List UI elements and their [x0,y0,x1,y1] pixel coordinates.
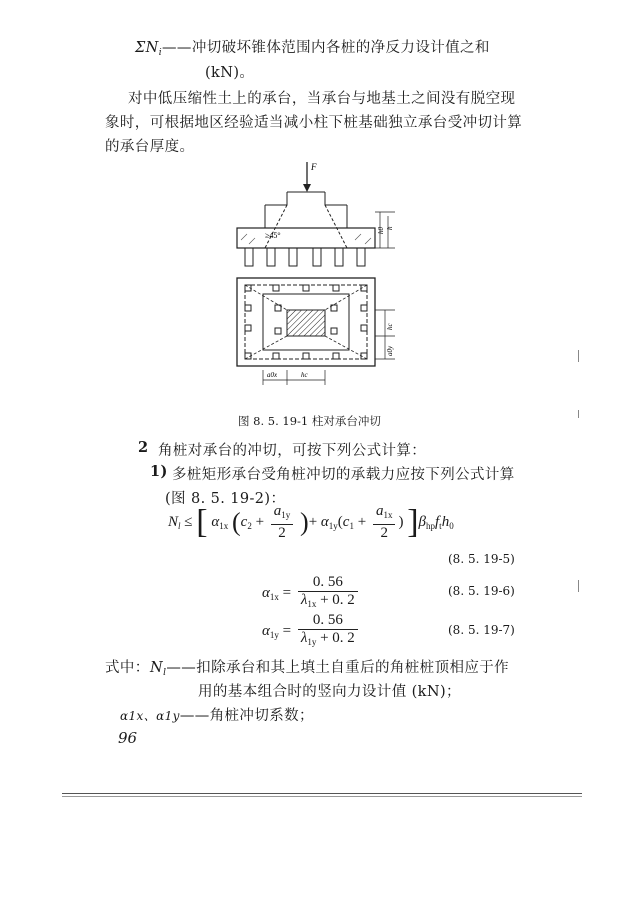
sum-ni-text: ——冲切破坏锥体范围内各桩的净反力设计值之和 [162,40,490,56]
h-label: h [386,226,394,230]
nl-subscript: l [163,668,167,678]
nl-definition-2: 用的基本组合时的竖向力设计值 (kN)； [198,684,461,700]
paragraph-line-3: 的承台厚度。 [105,139,195,155]
margin-mark-3 [578,580,579,592]
hc-label: hc [301,371,308,379]
angle-label: ≥45° [265,231,281,240]
item-2-number: 2 [138,439,149,456]
paragraph-line-2: 象时，可根据地区经验适当减小柱下桩基础独立承台受冲切计算 [105,115,523,131]
equation-7: $\alpha_{1y}$ = $\frac{0. 56}{\lambda_{1y} + 0. 2}$ [262,612,361,651]
item-1-ref: (图 8. 5. 19-2)： [165,491,286,507]
margin-mark-1 [578,350,579,362]
a0y-label: a0y [386,345,394,356]
item-1-number: 1) [150,463,168,480]
sum-ni-subscript: i [158,48,163,58]
eq6-numerator: 0. 56 [298,574,358,592]
where-label: 式中： [105,660,150,676]
alpha-symbols: α1x、α1y [120,709,180,723]
nl-definition-1: ——扣除承台和其上填土自重后的角桩桩顶相应于作 [166,660,510,676]
sum-ni-unit: (kN)。 [205,65,255,81]
item-2-text: 角桩对承台的冲切，可按下列公式计算： [158,443,427,459]
alpha-definition: ——角桩冲切系数； [179,708,314,724]
pile-cap-figure [225,160,410,400]
bottom-rule [62,793,582,794]
sum-ni-symbol: ΣN [135,40,159,56]
equation-6-number: (8. 5. 19-6) [448,584,515,598]
where-nl [150,656,509,678]
sum-ni-definition [135,36,490,58]
force-label: F [311,162,317,172]
figure-caption: 图 8. 5. 19-1 柱对承台冲切 [238,414,381,428]
bc-label: hc [386,323,394,330]
h0-label: h0 [377,227,385,234]
bottom-rule-2 [62,796,582,797]
a0x-label: a0x [267,371,278,379]
nl-symbol: N [150,660,164,676]
where-alpha [120,704,314,725]
equation-6: $\alpha_{1x}$ = $\frac{0. 56}{\lambda_{1x} + 0. 2}$ [262,574,361,613]
margin-mark-2 [578,410,579,418]
equation-5-number: (8. 5. 19-5) [448,552,515,566]
page-number: 96 [118,729,138,747]
equation-7-number: (8. 5. 19-7) [448,623,515,637]
paragraph-line-1: 对中低压缩性土上的承台，当承台与地基土之间没有脱空现 [128,91,516,107]
equation-5: $N_l$ ≤ [ $\alpha_{1x}$ ($c_2$ + $\frac{a_{1y}}{2}$ )+ $\alpha_{1y}(c_1$ + $\frac{a_{1x}}{2}$ ) ]$\beta_{hp}f_th_0$ [168,503,454,541]
item-1-text: 多桩矩形承台受角桩冲切的承载力应按下列公式计算 [172,467,515,483]
eq7-numerator: 0. 56 [298,612,358,630]
